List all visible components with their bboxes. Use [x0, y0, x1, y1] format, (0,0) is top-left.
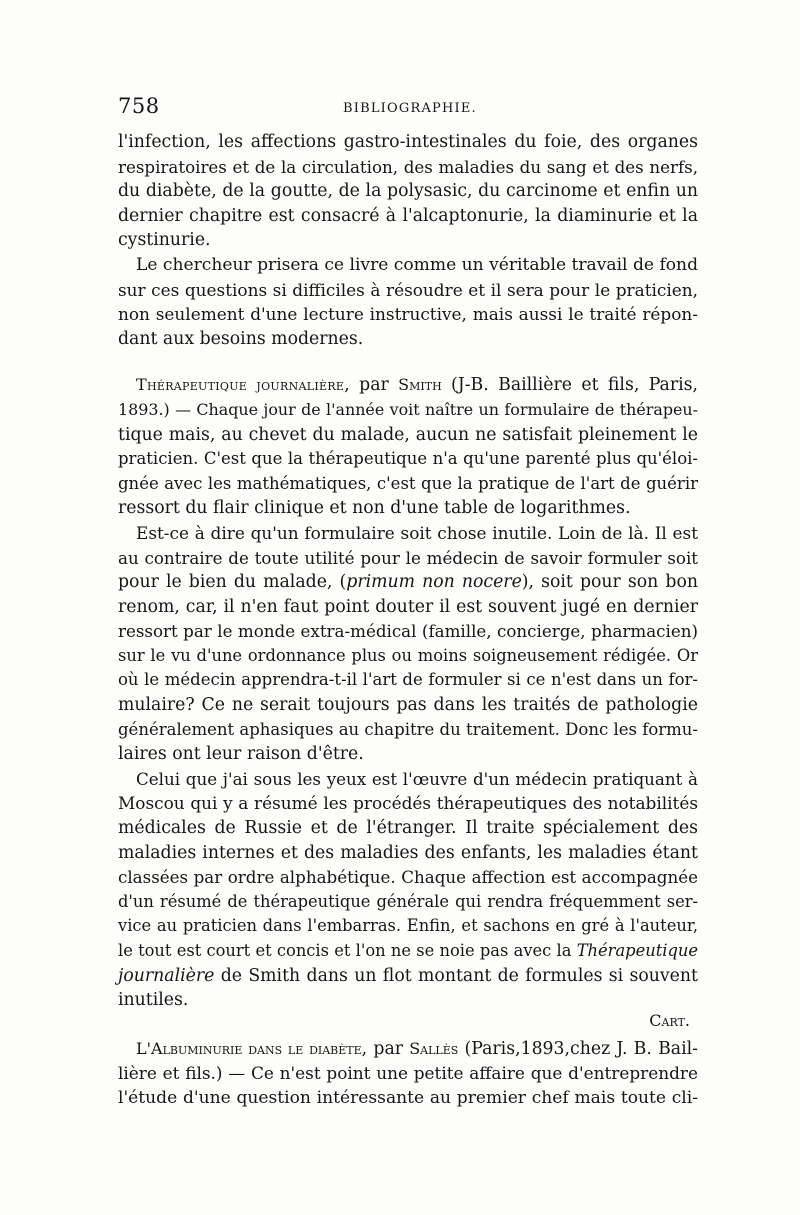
review-heading-line	[118, 373, 698, 398]
text-line: non seulement d'une lecture instructive, mais aussi le traité répon-	[118, 304, 698, 325]
text-line: mulaire? Ce ne serait toujours pas dans les traités de pathologie	[118, 695, 698, 716]
text-line-italic-title	[118, 939, 698, 964]
running-title: BIBLIOGRAPHIE.	[343, 101, 477, 116]
text-line: dant aux besoins modernes.	[118, 328, 364, 349]
review-title: L'Albuminurie dans le diabète	[136, 1038, 362, 1058]
italic-book-title: journalière	[118, 965, 215, 986]
text-line: dernier chapitre est consacré à l'alcaptonurie, la diaminurie et la	[118, 205, 698, 226]
text-fragment: de Smith dans un flot montant de formules si souvent	[214, 965, 698, 986]
section-gap	[118, 351, 698, 373]
text-line: sur le vu d'une ordonnance plus ou moins soigneusement rédigée. Or	[118, 645, 698, 665]
text-line: gnée avec les mathématiques, c'est que la pratique de l'art de guérir	[118, 473, 698, 493]
page-header	[118, 94, 698, 122]
text-line: généralement aphasiques au chapitre du traitement. Donc les formu-	[118, 719, 698, 739]
text-line: renom, car, il n'en faut point douter il est souvent jugé en dernier	[118, 596, 698, 617]
paragraph-1	[118, 130, 698, 253]
text-line: l'étude d'une question intéressante au premier chef mais toute cli-	[118, 1087, 698, 1108]
text-line: praticien. C'est que la thérapeutique n'a qu'une parenté plus qu'éloi-	[118, 449, 698, 469]
review-heading-line	[118, 1037, 698, 1062]
text-line: respiratoires et de la circulation, des maladies du sang et des nerfs,	[118, 156, 698, 177]
text-line: laires ont leur raison d'être.	[118, 744, 364, 765]
text-line: vice au praticien dans l'embarras. Enfin, et sachons en gré à l'auteur,	[118, 916, 698, 936]
text-line: ressort du flair clinique et non d'une table de logarithmes.	[118, 498, 631, 519]
text-line: Moscou qui y a résumé les procédés thérapeutiques des notabilités	[118, 793, 698, 814]
text-line: au contraire de toute utilité pour le médecin de savoir formuler soit	[118, 547, 698, 568]
paragraph-2	[118, 253, 698, 351]
text-line: maladies internes et des maladies des enfants, les maladies étant	[118, 842, 698, 863]
text-line: du diabète, de la goutte, de la polysasic, du carcinome et enfin un	[118, 181, 698, 202]
review-author: Smith	[398, 375, 442, 395]
text-fragment: pour le bien du malade, (	[118, 572, 347, 593]
text-line: Est-ce à dire qu'un formulaire soit chose inutile. Loin de là. Il est	[136, 522, 698, 543]
review-albuminurie	[118, 1037, 698, 1111]
text-fragment: le tout est court et concis et l'on ne se noie pas avec la	[118, 941, 577, 960]
text-line: médicales de Russie et de l'étranger. Il traite spécialement des	[118, 818, 698, 839]
review-publisher: (J-B. Baillière et fils, Paris,	[441, 375, 699, 396]
text-line: Le chercheur prisera ce livre comme un véritable travail de fond	[136, 254, 699, 275]
review-author: Sallès	[409, 1038, 459, 1058]
page-number: 758	[118, 94, 160, 118]
author-prefix: , par	[361, 1038, 410, 1059]
review-signature: Cart.	[649, 1010, 690, 1030]
text-line: d'un résumé de thérapeutique générale qui rendra fréquemment ser-	[118, 891, 698, 911]
italic-book-title: Thérapeutique	[576, 941, 698, 960]
text-line: Celui que j'ai sous les yeux est l'œuvre d'un médecin pratiquant à	[136, 768, 698, 789]
text-line: 1893.) — Chaque jour de l'année voit naître un formulaire de thérapeu-	[118, 399, 698, 419]
review-title: Thérapeutique journalière	[136, 375, 345, 395]
text-fragment: ), soit pour son bon	[521, 572, 698, 593]
text-line-italic-title	[118, 964, 698, 989]
text-line: cystinurie.	[118, 230, 211, 251]
text-line: inutiles.	[118, 990, 189, 1011]
text-line: où le médecin apprendra-t-il l'art de formuler si ce n'est dans un for-	[118, 670, 698, 690]
page-body	[118, 130, 698, 1111]
text-line: lière et fils.) — Ce n'est point une petite affaire que d'entreprendre	[118, 1063, 698, 1084]
review-therapeutique	[118, 373, 698, 1030]
text-line: l'infection, les affections gastro-intestinales du foie, des organes	[118, 132, 698, 152]
text-line: sur ces questions si difficiles à résoudre et il sera pour le praticien,	[118, 279, 698, 300]
text-line: classées par ordre alphabétique. Chaque affection est accompagnée	[118, 867, 698, 888]
text-line: tique mais, au chevet du malade, aucun ne satisfait pleinement le	[118, 424, 698, 445]
text-line-latin	[118, 570, 698, 595]
author-prefix: , par	[344, 375, 399, 396]
text-line: ressort par le monde extra-médical (famille, concierge, pharmacien)	[118, 621, 698, 642]
latin-phrase: primum non nocere	[346, 572, 522, 593]
review-publisher: (Paris,1893,chez J. B. Bail-	[458, 1038, 698, 1059]
